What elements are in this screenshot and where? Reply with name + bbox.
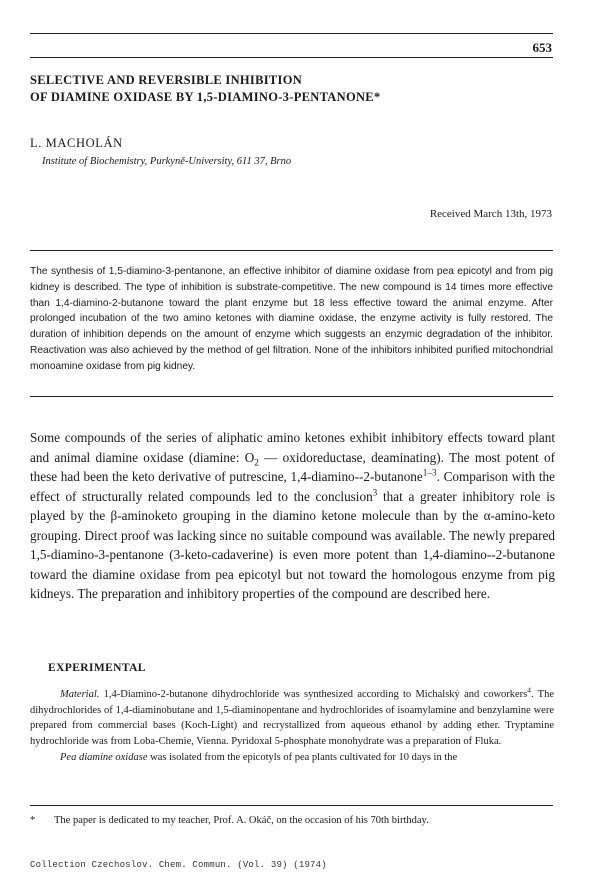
received-date: Received March 13th, 1973 xyxy=(429,208,552,220)
experimental-section xyxy=(30,687,554,767)
pea-text: was isolated from the epicotyls of pea plants cultivated for 10 days in the xyxy=(147,752,458,763)
header-rule-lower xyxy=(30,57,553,58)
journal-footer: Collection Czechoslov. Chem. Commun. (Vol. 39) (1974) xyxy=(30,860,327,870)
abstract-rule-bottom xyxy=(30,396,553,397)
affiliation: Institute of Biochemistry, Purkyně-University, 611 37, Brno xyxy=(42,156,292,167)
reference-3: 3 xyxy=(372,487,378,498)
introduction xyxy=(30,428,555,604)
article-title xyxy=(30,72,550,106)
footnote xyxy=(30,813,550,829)
pea-paragraph xyxy=(30,750,554,766)
intro-paragraph xyxy=(30,428,555,604)
page-number: 653 xyxy=(532,40,552,55)
intro-text-2: — oxidoreductase, deaminating). The most potent of these had been the keto derivative of putrescine, 1,4-diamino--2-butanone xyxy=(30,449,556,484)
reference-4: 4 xyxy=(527,685,531,695)
section-heading-experimental: EXPERIMENTAL xyxy=(48,662,146,674)
reference-1-3: 1–3 xyxy=(422,467,437,478)
abstract-text: The synthesis of 1,5-diamino-3-pentanone, an effective inhibitor of diamine oxidase from pea epicotyl and from pig kidney is described. The type of inhibition is substrate-competitive. The new compound is 14 times more effective than 1,4-diamino-2-butanone toward the plant enzyme but 18 less effective toward the animal enzyme. After prolonged incubation of the two amino ketones with diamine oxidase, the enzyme activity is fully restored. The duration of inhibition depends on the amount of enzyme which suggests an enzymic degradation of the inhibitor. Reactivation was also achieved by the method of gel filtration. None of the inhibitors inhibited purified mitochondrial monoamine oxidase from pig kidney. xyxy=(30,266,553,372)
author: L. MACHOLÁN xyxy=(30,136,123,150)
title-line-1: SELECTIVE AND REVERSIBLE INHIBITION xyxy=(30,73,303,87)
intro-text-3: . Comparison with the effect of structurally related compounds led to the conclusion xyxy=(30,469,555,504)
abstract-rule-top xyxy=(30,250,553,251)
material-paragraph xyxy=(30,687,554,749)
header-rule xyxy=(30,33,553,34)
pea-label: Pea diamine oxidase xyxy=(60,752,148,763)
footnote-rule xyxy=(30,805,553,806)
footnote-mark: * xyxy=(30,815,36,826)
title-line-2: OF DIAMINE OXIDASE BY 1,5-DIAMINO-3-PENTANONE* xyxy=(30,90,381,104)
material-text-1: 1,4-Diamino-2-butanone dihydrochloride was synthesized according to Michalský and coworkers xyxy=(99,689,528,700)
o2-subscript: 2 xyxy=(254,457,259,468)
material-label: Material. xyxy=(60,689,100,700)
intro-text-1: Some compounds of the series of aliphatic amino ketones exhibit inhibitory effects toward plant and animal diamine oxidase (diamine: O xyxy=(30,430,555,465)
footnote-text: The paper is dedicated to my teacher, Prof. A. Okáč, on the occasion of his 70th birthday. xyxy=(54,815,429,826)
abstract xyxy=(30,264,553,375)
material-text-2: . The dihydrochlorides of 1,4-diaminobutane and 1,5-diaminopentane and hydrochlorides of isoamylamine and benzylamine were prepared from commercial bases (Koch-Light) and recrystallized from aqueous ethanol by adding ether. Tryptamine hydrochloride was from Loba-Chemie, Vienna. Pyridoxal 5-phosphate monohydrate was a preparation of Fluka. xyxy=(30,689,555,747)
intro-text-4: that a greater inhibitory role is played by the β-aminoketo grouping in the diamino ketone molecule than by the α-amino-keto grouping. Direct proof was lacking since no suitable compound was available. The newly prepared 1,5-diamino-3-pentanone (3-keto-cadaverine) is even more potent than 1,4-diamino--2-butanone toward the diamine oxidase from pea epicotyl but not toward the homologous enzyme from pig kidneys. The preparation and inhibitory properties of the compound are described here. xyxy=(30,488,556,601)
